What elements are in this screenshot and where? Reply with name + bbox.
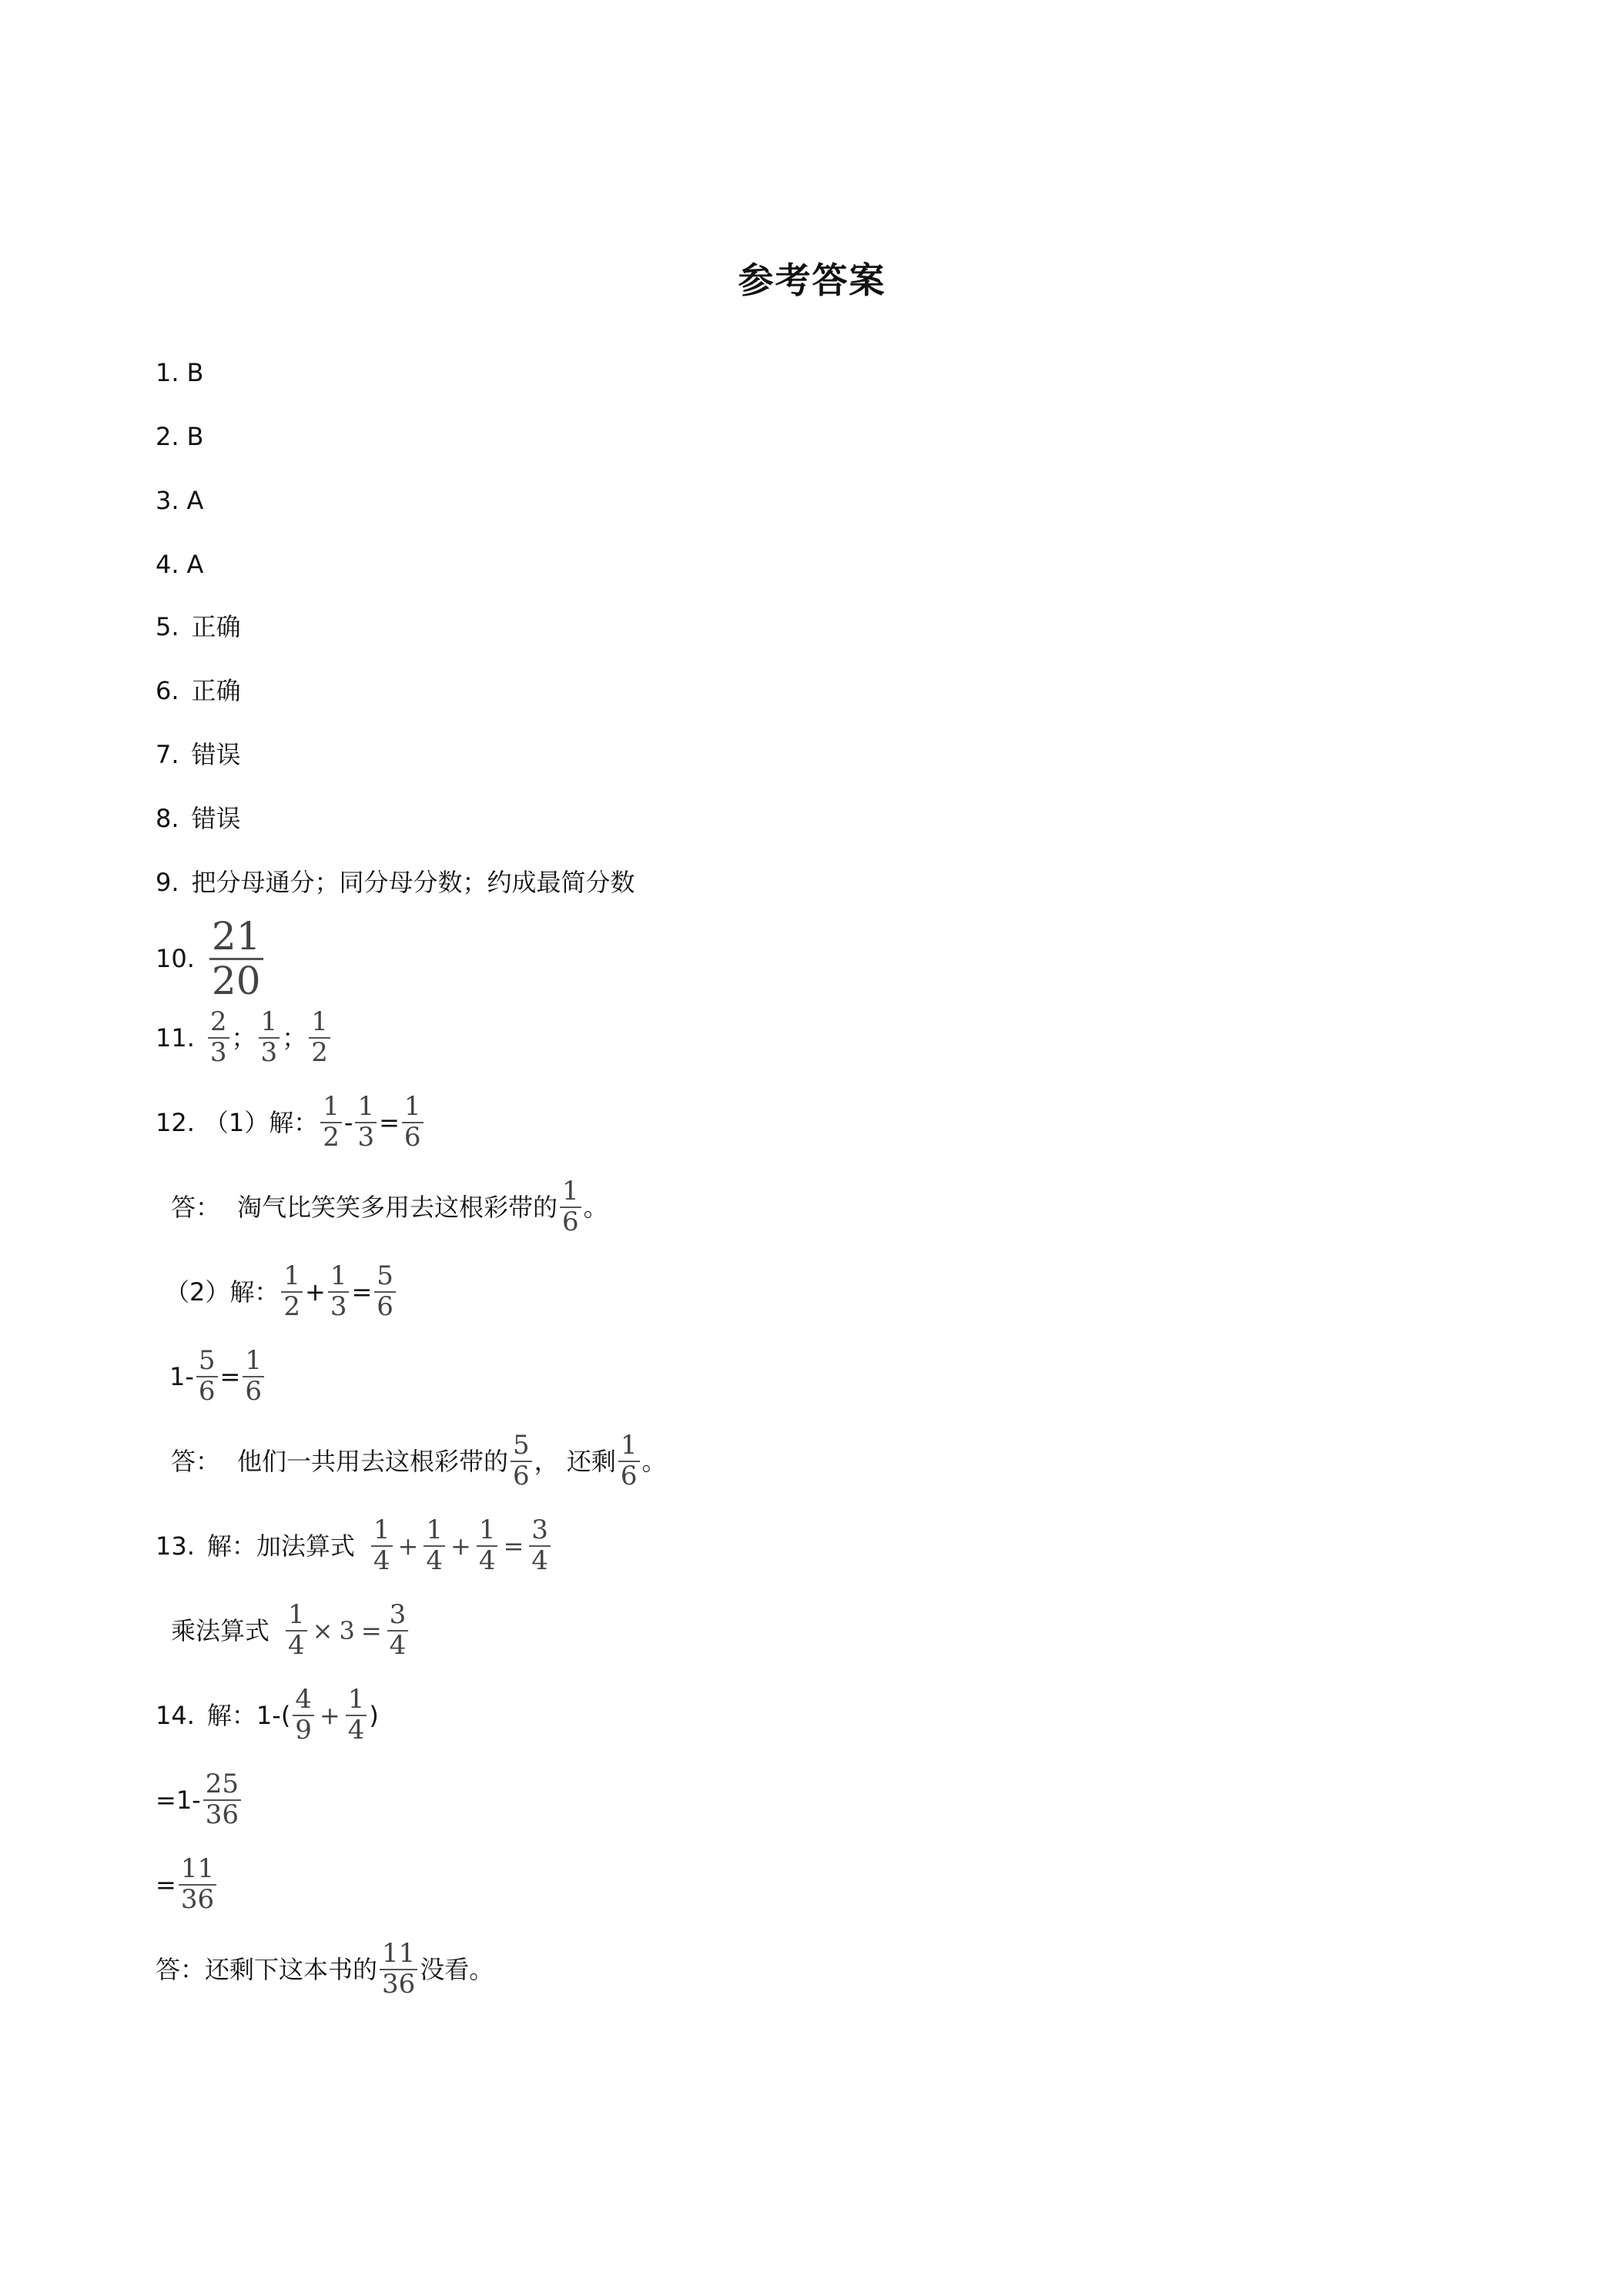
fraction: [320, 1093, 342, 1151]
expression-lead: 1-: [169, 1361, 194, 1391]
fraction: [259, 1006, 280, 1068]
fraction: [374, 1260, 396, 1322]
numerator: 11: [382, 1938, 416, 1969]
numerator: 1: [283, 1260, 301, 1291]
answer-number: 3.: [156, 486, 179, 515]
fraction: [179, 1853, 216, 1915]
fraction: [387, 1599, 409, 1661]
label: 乘法算式: [171, 1615, 270, 1645]
numerator: 1: [620, 1430, 638, 1461]
answer-12-part2: [165, 1260, 398, 1322]
numerator: 5: [198, 1345, 216, 1376]
fraction: [529, 1514, 551, 1576]
numerator: 5: [377, 1260, 393, 1291]
denominator: 36: [180, 1883, 215, 1915]
answer-text: 错误: [191, 804, 241, 833]
answer-number: 12.: [156, 1107, 195, 1137]
denominator: 6: [620, 1460, 638, 1491]
answer-10: [156, 916, 266, 1001]
denominator: 20: [211, 958, 261, 1003]
answer-number: 2.: [156, 422, 179, 451]
denominator: 6: [245, 1375, 262, 1407]
answer-number: 7.: [156, 740, 179, 769]
answer-number: 6.: [156, 676, 179, 705]
expression-lead: =: [156, 1869, 176, 1899]
answer-12-reply1: [171, 1178, 608, 1236]
numerator: 1: [426, 1514, 443, 1545]
denominator: 6: [198, 1375, 216, 1407]
answer-12-reply2: [171, 1432, 667, 1490]
fraction: [371, 1514, 393, 1576]
denominator: 6: [377, 1290, 393, 1322]
denominator: 6: [513, 1460, 530, 1491]
denominator: 4: [478, 1545, 496, 1576]
fraction: [196, 1347, 218, 1405]
part-label: （2）解：: [165, 1277, 280, 1307]
answer-6: [156, 678, 241, 703]
answer-14-step2: [156, 1771, 243, 1829]
fraction: [380, 1940, 417, 1998]
equals: =: [351, 1277, 373, 1307]
numerator: 1: [260, 1006, 278, 1037]
answer-text-mid: ， 还剩: [534, 1446, 616, 1476]
fraction: [511, 1432, 532, 1490]
answer-text: 答：还剩下这本书的: [156, 1954, 378, 1984]
answer-text-end: 没看。: [420, 1954, 494, 1984]
numerator: 1: [373, 1514, 390, 1545]
answer-1: [156, 360, 203, 385]
fraction: [208, 1006, 229, 1068]
close-paren: ): [369, 1700, 379, 1730]
operator: +: [397, 1531, 419, 1561]
answer-text: A: [186, 486, 204, 515]
answer-number: 10.: [156, 944, 195, 973]
answer-12-part2-step: [169, 1347, 266, 1405]
fraction: [286, 1599, 307, 1661]
answer-4: [156, 552, 203, 577]
numerator: 2: [209, 1006, 227, 1037]
separator: ；: [231, 1022, 256, 1053]
denominator: 4: [373, 1545, 390, 1576]
numerator: 1: [347, 1684, 365, 1715]
denominator: 9: [295, 1714, 312, 1745]
fraction: [281, 1260, 303, 1322]
label: 解：: [206, 1700, 256, 1730]
denominator: 4: [347, 1714, 365, 1745]
numerator: 5: [513, 1430, 530, 1461]
numerator: 1: [357, 1091, 375, 1122]
denominator: 4: [389, 1629, 407, 1661]
equals: =: [219, 1361, 241, 1391]
denominator: 36: [205, 1799, 239, 1830]
answer-text: 正确: [191, 676, 241, 705]
period: 。: [641, 1446, 667, 1476]
operator: ×: [312, 1615, 333, 1645]
fraction: [355, 1093, 377, 1151]
numerator: 25: [205, 1769, 239, 1799]
numerator: 1: [478, 1514, 496, 1545]
answer-text: 淘气比笑笑多用去这根彩带的: [237, 1192, 558, 1222]
answer-text: 正确: [191, 612, 241, 641]
answer-2: [156, 424, 203, 449]
operator: +: [450, 1531, 471, 1561]
page-title: 参考答案: [738, 259, 886, 301]
separator: ；: [282, 1022, 307, 1053]
answer-8: [156, 806, 241, 831]
numerator: 1: [323, 1091, 340, 1122]
fraction: [477, 1514, 498, 1576]
expression-lead: 1-(: [256, 1700, 291, 1730]
answer-number: 13.: [156, 1531, 195, 1561]
denominator: 6: [403, 1121, 421, 1153]
answer-text: B: [186, 358, 204, 387]
numerator: 1: [403, 1091, 421, 1122]
operator: +: [319, 1700, 340, 1730]
denominator: 36: [382, 1968, 416, 2000]
denominator: 3: [330, 1290, 347, 1322]
numerator: 3: [389, 1599, 407, 1630]
fraction: [424, 1514, 445, 1576]
denominator: 4: [288, 1629, 305, 1661]
expression-lead: =1-: [156, 1785, 201, 1815]
answer-14-step3: [156, 1853, 219, 1915]
denominator: 2: [323, 1121, 340, 1153]
fraction: [243, 1347, 264, 1405]
numerator: 1: [330, 1260, 347, 1291]
answer-number: 4.: [156, 550, 179, 579]
numerator: 11: [180, 1853, 215, 1884]
numerator: 4: [295, 1684, 312, 1715]
answer-12-part1: [156, 1093, 426, 1151]
denominator: 4: [531, 1545, 548, 1576]
numerator: 21: [211, 914, 261, 959]
fraction: [309, 1006, 330, 1068]
answer-prefix: 答：: [171, 1446, 221, 1476]
operator: +: [305, 1277, 326, 1307]
denominator: 3: [357, 1121, 375, 1153]
denominator: 6: [562, 1206, 579, 1237]
multiplier: 3: [339, 1615, 355, 1645]
answer-number: 11.: [156, 1022, 195, 1053]
answer-text: 错误: [191, 740, 241, 769]
fraction: [203, 1771, 241, 1829]
denominator: 2: [283, 1290, 301, 1322]
fraction: [209, 916, 263, 1001]
answer-number: 14.: [156, 1700, 195, 1730]
denominator: 4: [426, 1545, 443, 1576]
answer-number: 5.: [156, 612, 179, 641]
answer-number: 8.: [156, 804, 179, 833]
numerator: 1: [245, 1345, 262, 1376]
fraction: [560, 1178, 581, 1236]
answer-prefix: 答：: [171, 1192, 221, 1222]
fraction: [328, 1260, 350, 1322]
numerator: 1: [562, 1176, 579, 1207]
numerator: 3: [531, 1514, 548, 1545]
answer-14-reply: [156, 1940, 494, 1998]
answer-text: 他们一共用去这根彩带的: [237, 1446, 509, 1476]
answer-11: [156, 1006, 333, 1068]
answer-9: [156, 870, 635, 895]
answer-14-step1: [156, 1686, 379, 1744]
operator: -: [343, 1107, 353, 1137]
fraction: [346, 1686, 367, 1744]
numerator: 1: [288, 1599, 305, 1630]
denominator: 3: [209, 1036, 227, 1068]
answer-3: [156, 488, 203, 513]
answer-text: 把分母通分；同分母分数；约成最简分数: [191, 868, 635, 897]
answer-13-multiplication: [171, 1599, 410, 1661]
answer-text: A: [186, 550, 204, 579]
answer-number: 9.: [156, 868, 179, 897]
numerator: 1: [311, 1006, 328, 1037]
answer-13-addition: [156, 1514, 553, 1576]
period: 。: [583, 1192, 608, 1222]
fraction: [293, 1686, 314, 1744]
fraction: [402, 1093, 424, 1151]
denominator: 3: [260, 1036, 278, 1068]
answer-7: [156, 742, 241, 767]
answer-text: B: [186, 422, 204, 451]
equals: =: [379, 1107, 400, 1137]
denominator: 2: [311, 1036, 328, 1068]
label: 解：加法算式: [206, 1531, 355, 1561]
part-label: （1）解：: [203, 1107, 319, 1137]
equals: =: [360, 1615, 382, 1645]
answer-5: [156, 614, 241, 639]
answer-number: 1.: [156, 358, 179, 387]
equals: =: [503, 1531, 524, 1561]
fraction: [618, 1432, 640, 1490]
